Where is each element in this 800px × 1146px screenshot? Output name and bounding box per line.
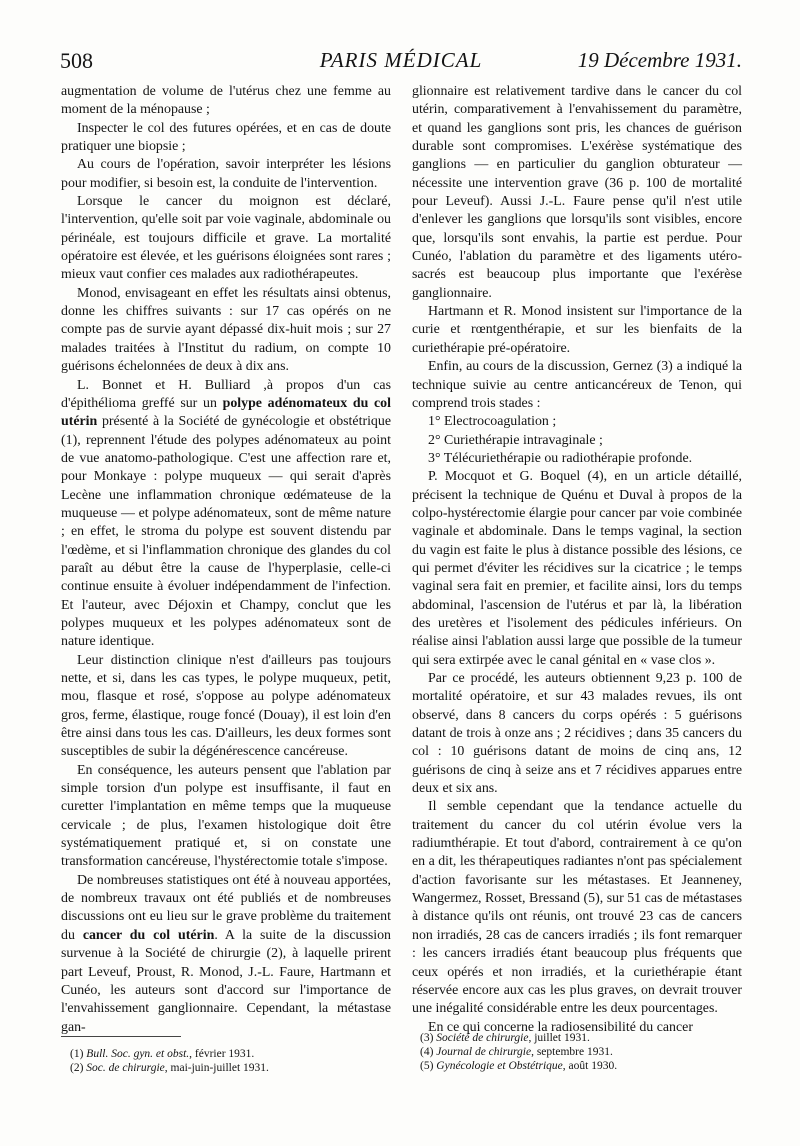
journal-title: PARIS MÉDICAL bbox=[319, 48, 483, 72]
paragraph: 2° Curiethérapie intravaginale ; bbox=[428, 432, 603, 448]
issue-date: 19 Décembre 1931. bbox=[577, 48, 742, 72]
footnote-detail: , février 1931. bbox=[189, 1048, 255, 1060]
bold-term: polype adénomateux du col utérin bbox=[61, 395, 391, 430]
paragraph: En conséquence, les auteurs pensent que l'ablation par simple torsion d'un polype est insuffisante, il faut en curetter l'implantation en même temps que la muqueuse cervicale ; de plus, l'examen histologique doit être systématiquement pratiqué et, si on constate une transformation cancéreuse, l'hystérectomie totale s'impose. bbox=[61, 762, 391, 870]
paragraph: augmentation de volume de l'utérus chez une femme au moment de la ménopause ; bbox=[61, 84, 391, 118]
footnote-rule bbox=[61, 1036, 181, 1037]
paragraph: 1° Electrocoagulation ; bbox=[428, 414, 557, 430]
footnote bbox=[70, 1047, 390, 1061]
footnote-number: (1) bbox=[70, 1048, 87, 1060]
footnote-number: (4) bbox=[420, 1046, 437, 1058]
right-column bbox=[412, 83, 742, 1037]
page-header bbox=[60, 48, 742, 78]
paragraph: Au cours de l'opération, savoir interpréter les lésions pour modifier, si besoin est, la conduite de l'intervention. bbox=[61, 157, 391, 191]
paragraph: Monod, envisageant en effet les résultats ainsi obtenus, donne les chiffres suivants : sur 17 cas opérés on ne compte pas de survie ayant dépassé dix-huit mois ; sur 27 malades traitées à l'Institut du radium, on compte 10 guérisons échelonnées de deux à dix ans. bbox=[61, 285, 391, 375]
footnote bbox=[420, 1031, 740, 1045]
paragraph: Lorsque le cancer du moignon est déclaré, l'intervention, qu'elle soit par voie vaginale, abdominale ou périnéale, est toujours difficile et grave. La mortalité opératoire est élevée, et les guérisons éloignées sont rares ; mieux vaut confier ces malades aux radiothérapeutes. bbox=[61, 194, 391, 283]
paragraph: glionnaire est relativement tardive dans le cancer du col utérin, comparativement à l'envahissement du paramètre, et quand les ganglions sont pris, les chances de guérison durable sont compromises. L'exérèse systématique des ganglions — en particulier du ganglion obturateur — nécessite une intervention grave (36 p. 100 de mortalité pour Leveuf). Aussi J.-L. Faure pense qu'il n'est utile d'enlever les ganglions que lorsqu'ils sont visibles, encore que, lorsqu'ils sont envahis, la partie est perdue. Pour Cunéo, l'ablation du paramètre et des ligaments utéro-sacrés est beaucoup plus importante que l'exérèse ganglionnaire. bbox=[412, 84, 742, 301]
footnote-reference: Soc. de chirurgie bbox=[86, 1062, 165, 1074]
footnote-reference: Bull. Soc. gyn. et obst. bbox=[86, 1048, 190, 1060]
footnote-number: (5) bbox=[420, 1060, 437, 1072]
paragraph: Inspecter le col des futures opérées, et en cas de doute pratiquer une biopsie ; bbox=[61, 120, 391, 155]
footnote-detail: , août 1930. bbox=[562, 1060, 618, 1072]
footnotes-left bbox=[70, 1047, 390, 1075]
footnote-reference: Société de chirurgie bbox=[436, 1032, 529, 1044]
paragraph: Leur distinction clinique n'est d'ailleurs pas toujours nette, et si, dans les cas types, le polype muqueux, petit, mou, flasque et rosé, s'oppose au polype adénomateux gros, ferme, élastique, rouge foncé (Douay), il est loin d'en être ainsi dans tous les cas. D'ailleurs, les deux formes sont susceptibles de subir la dégénérescence cancéreuse. bbox=[61, 652, 391, 760]
paragraph bbox=[61, 872, 391, 1037]
paragraph: Par ce procédé, les auteurs obtiennent 9,23 p. 100 de mortalité opératoire, et sur 43 malades revues, ils ont observé, dans 8 cancers du corps opérés : 5 guérisons datant de trois à onze ans ; 2 récidives ; dans 35 cancers du col : 10 guérisons datant de moins de cinq ans, 12 guérisons de cinq à seize ans et 7 récidives apparues entre deux et six ans. bbox=[412, 671, 742, 797]
page-number: 508 bbox=[60, 48, 93, 73]
paragraph-text: . A la suite de la discussion survenue à la Société de chirurgie (2), à laquelle prirent part Leveuf, Proust, R. Monod, J.-L. Faure, Hartmann et Cunéo, les auteurs sont d'accord sur l'importance de l'envahissement ganglionnaire. Cependant, la métastase gan- bbox=[61, 927, 392, 1035]
left-column bbox=[61, 83, 391, 1037]
bold-term: cancer du col utérin bbox=[82, 927, 215, 943]
footnote-number: (3) bbox=[420, 1032, 437, 1044]
paragraph: En ce qui concerne la radiosensibilité du cancer bbox=[428, 1019, 693, 1035]
footnotes-right bbox=[420, 1031, 740, 1073]
paragraph-text: L. Bonnet et H. Bulliard ,à propos d'un cas d'épithélioma greffé sur un bbox=[61, 377, 391, 411]
footnote bbox=[70, 1061, 390, 1075]
paragraph-text: De nombreuses statistiques ont été à nouveau apportées, de nombreux travaux ont été publiés et de nombreuses discussions ont eu lieu sur le grave problème du traitement du bbox=[61, 872, 391, 943]
paragraph-text: présenté à la Société de gynécologie et obstétrique (1), reprennent l'étude des polypes adénomateux au point de vue anatomo-pathologique. C'est une affection rare et, pour Monkaye : polype muqueux — qui serait d'après Lecène une inflammation chronique œdémateuse de la muqueuse — et polype adénomateux, sont de même nature ; en effet, le stroma du polype est souvent distendu par l'œdème, et si l'inflammation chronique des glandes du col paraît au début être la cause de l'hyperplasie, celle-ci continue ensuite à évoluer indépendamment de l'infection. Et l'auteur, avec Déjoxin et Champy, conclut que les polypes muqueux et les polypes adénomateux sont de nature identique. bbox=[61, 414, 391, 650]
paragraph: Hartmann et R. Monod insistent sur l'importance de la curie et rœntgenthérapie, et sur les bienfaits de la curiethérapie pré-opératoire. bbox=[412, 304, 742, 356]
footnote-number: (2) bbox=[70, 1062, 87, 1074]
paragraph: Il semble cependant que la tendance actuelle du traitement du cancer du col utérin évolue vers la radiumthérapie. Et tout d'abord, contrairement à ce qu'on en a dit, les thérapeutiques radiantes n'ont pas spécialement d'action favorisante sur les métastases. Et Jeanneney, Wangermez, Rosset, Bressand (5), sur 51 cas de métastases à distance qu'ils ont réunis, ont trouvé 23 cas de cancers non irradiés, 28 cas de cancers irradiés ; ils font remarquer : les cancers irradiés étant beaucoup plus fréquents que ceux opérés et non irradiés, et la curiethérapie étant réservée encore aux cas les plus graves, on devrait trouver une inégalité considérable entre les deux pourcentages. bbox=[412, 799, 742, 1017]
footnote-detail: , mai-juin-juillet 1931. bbox=[164, 1062, 269, 1074]
paragraph: Enfin, au cours de la discussion, Gernez (3) a indiqué la technique suivie au centre anticancéreux de Tenon, qui comprend trois stades : bbox=[412, 359, 742, 411]
footnote-reference: Journal de chirurgie bbox=[436, 1046, 532, 1058]
paragraph: P. Mocquot et G. Boquel (4), en un article détaillé, précisent la technique de Quénu et Duval à propos de la colpo-hystérectomie élargie pour cancer par voie combinée vaginale et abdominale. Dans le temps vaginal, la section du vagin est faite le plus à distance possible des lésions, ce qui permet d'éviter les récidives sur la cicatrice ; le temps vaginal sera fait en premier, et facilite ainsi, lors du temps abdominal, l'ascension de l'utérus et par là, la libération des uretères et l'isolement des pédicules inférieurs. On réalise ainsi l'ablation aussi large que possible de la tumeur qui sera extirpée avec le canal génital en « vase clos ». bbox=[412, 469, 742, 668]
footnote-detail: , septembre 1931. bbox=[531, 1046, 613, 1058]
paragraph bbox=[61, 377, 391, 652]
footnote bbox=[420, 1059, 740, 1073]
footnote bbox=[420, 1045, 740, 1059]
footnote-detail: , juillet 1931. bbox=[528, 1032, 590, 1044]
paragraph: 3° Télécuriethérapie ou radiothérapie profonde. bbox=[428, 450, 693, 466]
footnote-reference: Gynécologie et Obstétrique bbox=[436, 1060, 563, 1072]
